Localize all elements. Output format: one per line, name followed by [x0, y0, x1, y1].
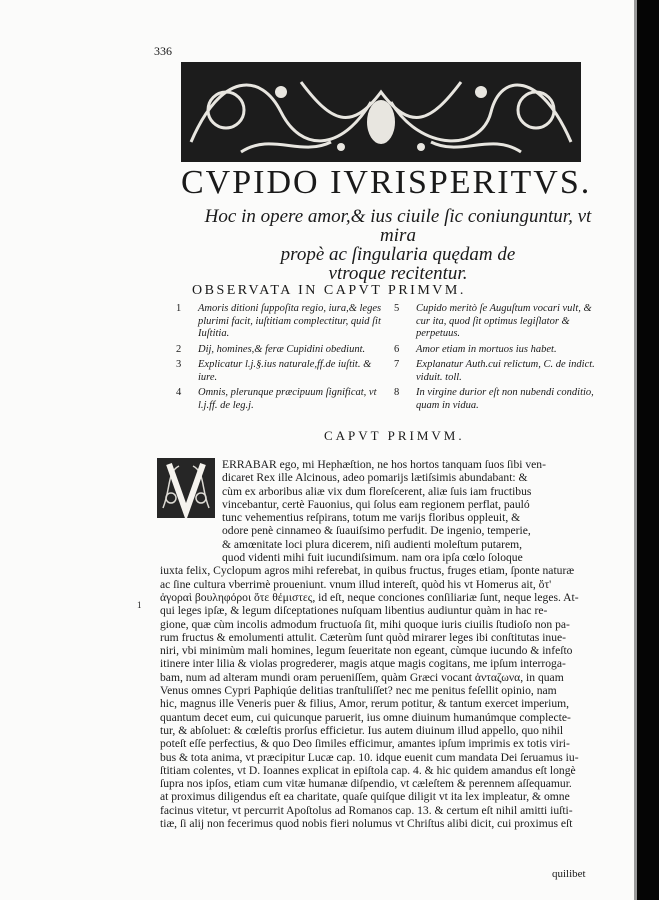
body-line: hic, magnus ille Veneris puer & filius, Amor, rerum potitur, & tantum exercet imperium,	[160, 697, 570, 711]
observation-number: 7	[394, 359, 400, 370]
body-line: ac ſine cultura vberrimè proueniunt. vnum illud intereſt, quòd his vt Homerus ait, ὅτ'	[160, 577, 552, 591]
marginal-note: 1	[137, 600, 142, 610]
observation-item	[176, 387, 386, 412]
observation-text: Omnis, plerunque præcipuum ſignificat, vt l.j.ff. de leg.j.	[198, 387, 377, 411]
body-line: Venus omnes Cypri Paphiqúe delitias tranſtuliſſet? nec me penitus feſellit opinio, nam	[160, 684, 557, 698]
observations-left-column	[176, 303, 386, 415]
body-line: poteſt eſſe perfectius, & quo Deo ſimiles efficimur, amantes ipſum imprimis ex totis viri-	[160, 737, 570, 751]
page-number: 336	[154, 44, 172, 58]
subtitle-line: propè ac ſingularia quędam de	[280, 244, 516, 265]
observation-item	[394, 387, 604, 412]
observation-text: In virgine durior eſt non nubendi conditio, quam in vidua.	[416, 387, 594, 411]
body-line: ERRABAR ego, mi Hephæſtion, ne hos hortos tanquam ſuos ſibi ven-	[222, 458, 546, 471]
observation-text: Cupido meritò ſe Auguſtum vocari vult, & cur ita, quod ſit optimus legiſlator & perpetuus.	[416, 303, 592, 339]
subtitle	[188, 207, 608, 283]
observation-item	[394, 344, 604, 357]
observation-item	[394, 359, 604, 384]
body-line: facinus vitetur, vt percurrit Apoſtolus ad Romanos cap. 13. & certum eſt nihil amitti iuſti-	[160, 803, 573, 817]
body-line: tur, & abſoluet: & cœleſtis prorſus efficietur. Ius autem diuinum illud appello, quo nihil	[160, 723, 564, 737]
body-line: itinere inter lilia & violas progrederer, magis atque magis cogitans, me ipſum interroga-	[160, 657, 566, 671]
body-line: bam, num ad alteram mundi oram perueniſſem, quàm Græci vocant ἀνταζωνα, in quam	[160, 670, 564, 684]
chapter-heading: CAPVT PRIMVM.	[324, 428, 465, 443]
body-line: cùm ex arboribus aliæ vix dum floreſcerent, aliæ ſuis iam fructibus	[222, 484, 532, 498]
body-line: tunc vehementius reſpirans, totum me varijs floribus oppleuit, &	[222, 511, 521, 525]
observation-number: 5	[394, 303, 400, 314]
subtitle-line: Hoc in opere amor,& ius ciuile ſic coniunguntur, vt mira	[204, 206, 592, 246]
observations-right-column	[394, 303, 604, 415]
ornamental-headpiece	[181, 62, 581, 162]
observation-item	[394, 303, 604, 341]
gutter	[637, 0, 659, 900]
body-line: quantum decet eum, cui quicunque paruerit, ius omne diuinum humanúmque complecte-	[160, 710, 571, 724]
body-line: vincebantur, certè Fauonius, qui ſolus eam regionem perflat, pauló	[222, 497, 530, 511]
body-line: iuxta felix, Cyclopum agros mihi referebat, in quibus fructus, fruges etiam, ſponte naturæ	[160, 564, 575, 578]
observation-text: Explicatur l.j.§.ius naturale,ff.de iuſtit. & iure.	[198, 359, 372, 383]
body-line: quod videnti mihi fuit iucundiſsimum. nam ora ipſa cœlo ſoloque	[222, 551, 523, 565]
body-line: tiæ, ſi alij non fecerimus quod nobis fieri nolumus vt Chriſtus alibi dicit, cui proximus eſt	[160, 817, 573, 831]
body-line: & amœnitate loci plura dicerem, niſi audienti moleſtum putarem,	[222, 537, 523, 551]
observation-number: 1	[176, 303, 182, 314]
observation-text: Explanatur Auth.cui relictum, C. de indict. viduit. toll.	[416, 359, 595, 383]
body-line: at proximus diligendus eſt ea charitate, quaſe quiſque diligit vt ita lex impleatur, & omne	[160, 790, 570, 804]
body-line: ſtitiam colentes, vt D. Ioannes explicat in epiſtola cap. 4. & hic quidem amandus eſt longè	[160, 763, 576, 777]
observation-number: 4	[176, 387, 182, 398]
observation-item	[176, 344, 386, 357]
observation-number: 6	[394, 343, 400, 355]
body-text	[160, 458, 596, 830]
body-line: dicaret Rex ille Alcinous, adeo pomarijs lætiſsimis abundabant: &	[222, 471, 528, 485]
observation-number: 8	[394, 387, 400, 398]
observation-item	[176, 359, 386, 384]
observation-number: 2	[176, 343, 182, 355]
body-line: ſupra nos ipſos, etiam cum vitæ humanæ diſpendio, vt cæleſtem & perennem aſſequamur.	[160, 777, 572, 791]
observations-heading: OBSERVATA IN CAPVT PRIMVM.	[192, 283, 466, 298]
subtitle-line: vtroque recitentur.	[328, 263, 468, 284]
body-line: gione, quæ cùm incolis admodum fructuoſa ſit, mihi quoque iuris ciuilis ſtudioſo non pa-	[160, 617, 570, 631]
observation-number: 3	[176, 359, 182, 370]
gutter-edge	[634, 0, 637, 900]
body-line: bus & tota anima, vt præcipitur Lucæ cap. 10. idque euenit cum mandata Dei ſeruamus iu-	[160, 750, 579, 764]
page-title: CVPIDO IVRISPERITVS.	[181, 164, 592, 201]
body-line: ἀγοραὶ βουληφόροι ὅτε θέμιστες, id eſt, neque conciones conſiliariæ ſunt, neque leges. At-	[160, 590, 579, 604]
observation-item	[176, 303, 386, 341]
body-line: niri, vbi minimùm mali homines, legum ſeueritate non egeant, cùmque iucundo & infeſto	[160, 644, 573, 658]
observation-text: Dij, homines,& feræ Cupidini obediunt.	[198, 343, 366, 355]
body-line: odore penè cinnameo & ſuauiſsimo perfudit. De ingenio, temperie,	[222, 524, 531, 538]
catchword: quilibet	[552, 868, 586, 880]
observation-text: Amoris ditioni ſuppoſita regio, iura,& leges plurimi facit, iuſtitiam complectitur, quid ſit Iuſtitia.	[198, 303, 382, 339]
body-line: rum fructus & emolumenti attulit. Cæterùm ſunt quòd mirarer leges ibi conſtitutas inue-	[160, 630, 567, 644]
body-line: qui leges ipſæ, & legum diſceptationes nuſquam libentius audiuntur quàm in hac re-	[160, 604, 548, 618]
observation-text: Amor etiam in mortuos ius habet.	[416, 343, 557, 355]
